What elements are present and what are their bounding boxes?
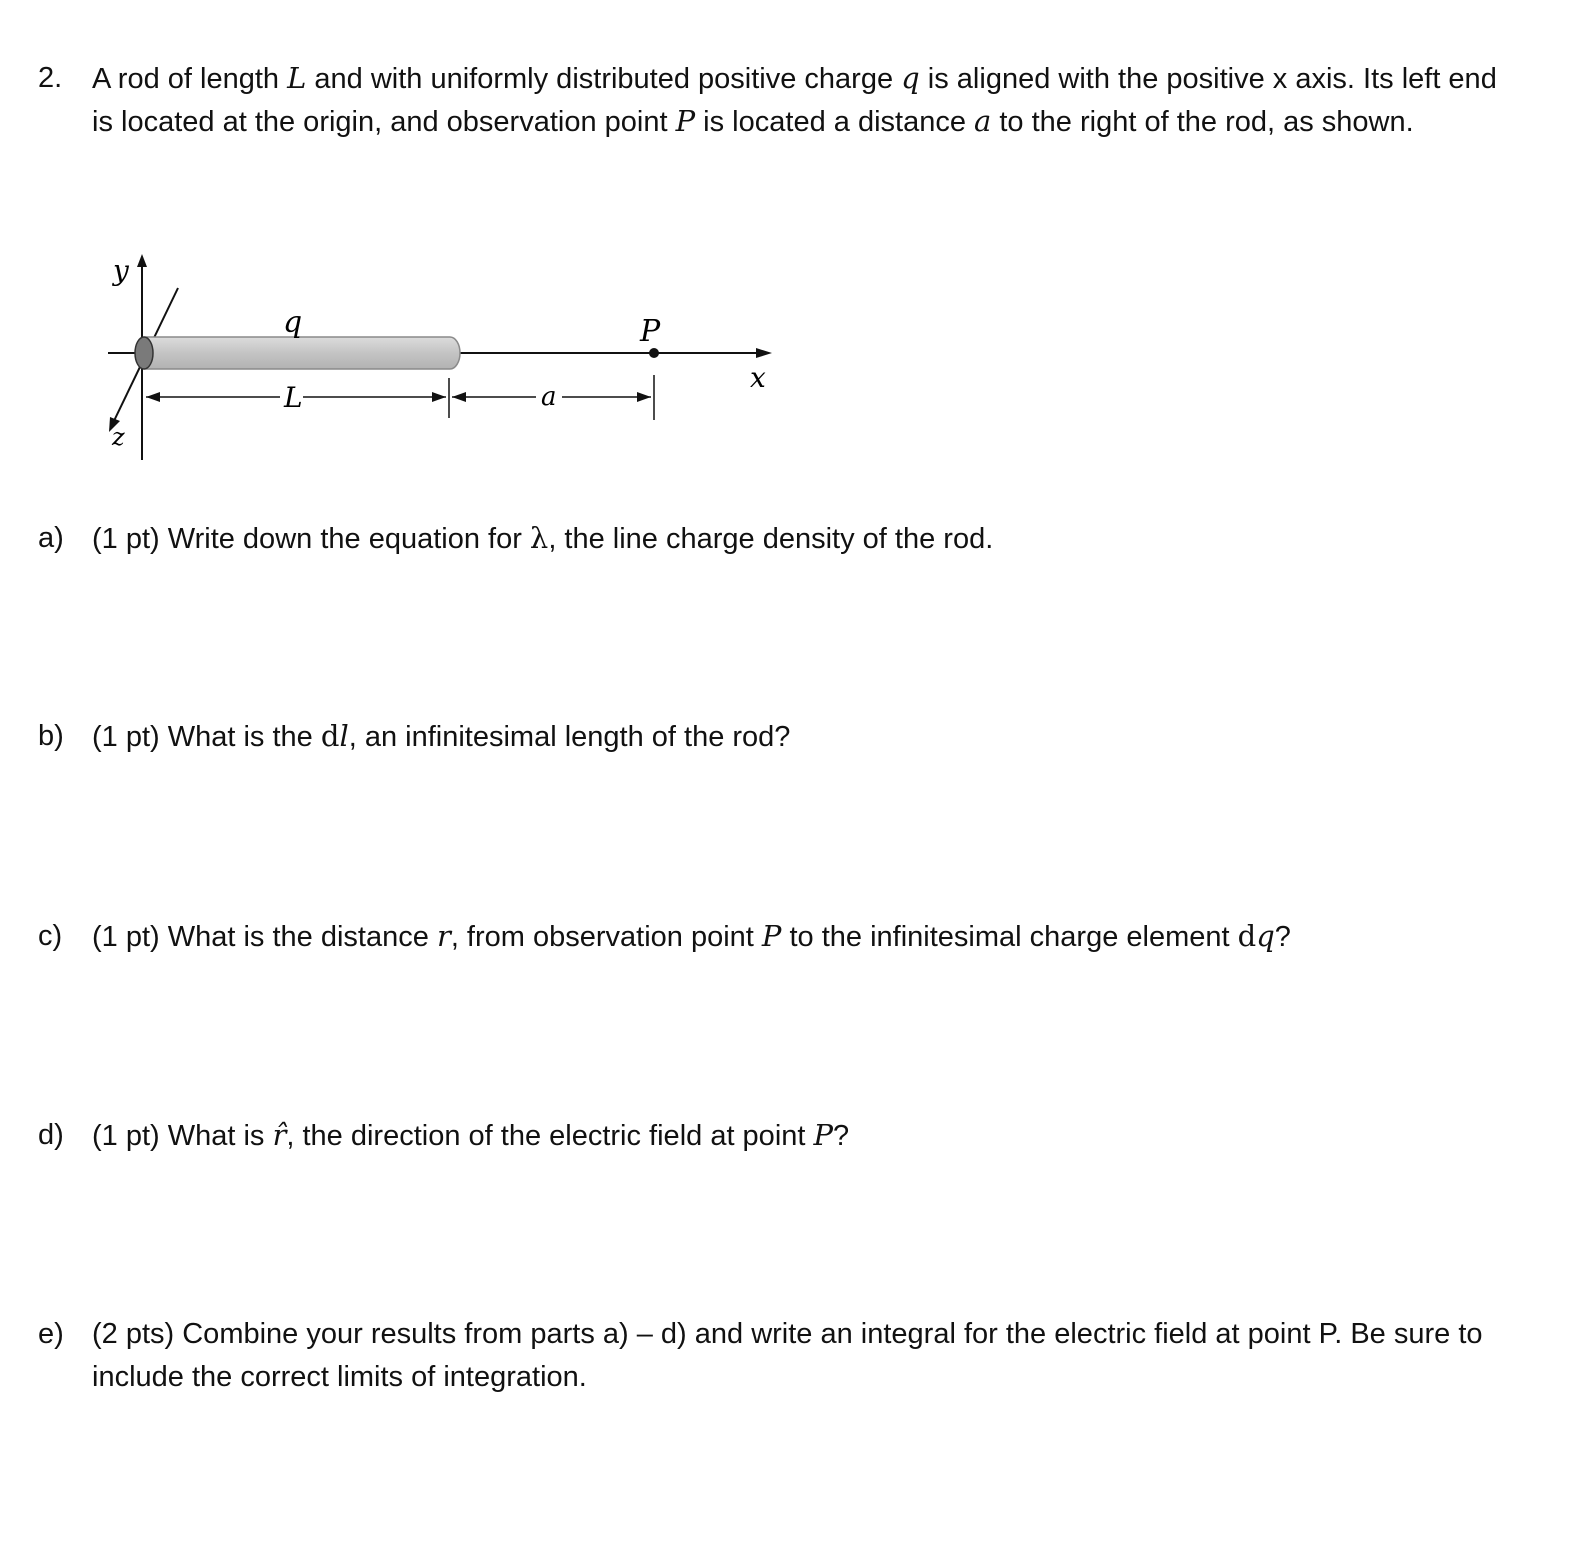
point-P bbox=[649, 348, 659, 358]
question-text: ? bbox=[1274, 921, 1291, 953]
intro-text: is located at the origin, and observation point bbox=[92, 106, 676, 138]
L-arrow-right bbox=[432, 392, 446, 402]
question-text: to the infinitesimal charge element bbox=[781, 921, 1238, 953]
math-P: P bbox=[761, 919, 782, 953]
math-P: P bbox=[675, 104, 696, 138]
question-text: (1 pt) Write down the equation for bbox=[92, 523, 530, 555]
part-a-label: a) bbox=[38, 522, 64, 554]
intro-text: is located a distance bbox=[695, 106, 975, 138]
intro-text: and with uniformly distributed positive charge bbox=[306, 63, 902, 95]
part-e-label: e) bbox=[38, 1318, 64, 1350]
charged-rod bbox=[144, 337, 460, 369]
part-d-question bbox=[92, 1113, 849, 1158]
y-axis-label: y bbox=[113, 254, 129, 287]
problem-number: 2. bbox=[38, 62, 63, 94]
math-q: q bbox=[901, 61, 920, 95]
y-axis-arrow bbox=[137, 254, 147, 267]
math-q: q bbox=[1256, 919, 1275, 953]
math-L: L bbox=[287, 61, 307, 95]
question-text: , the line charge density of the rod. bbox=[548, 523, 994, 555]
question-text: (1 pt) What is bbox=[92, 1120, 273, 1152]
x-axis-arrow bbox=[756, 348, 772, 358]
question-text: ? bbox=[833, 1120, 850, 1152]
question-text: , an infinitesimal length of the rod? bbox=[348, 721, 791, 753]
math-d: d bbox=[320, 719, 340, 753]
part-d-label: d) bbox=[38, 1119, 64, 1151]
math-l: l bbox=[339, 719, 349, 753]
math-P: P bbox=[813, 1118, 834, 1152]
rod-diagram bbox=[100, 240, 800, 470]
z-axis-label: z bbox=[112, 423, 125, 451]
intro-text: to the right of the rod, as shown. bbox=[991, 106, 1414, 138]
part-c-label: c) bbox=[38, 920, 63, 952]
math-r-hat: r̂ bbox=[272, 1118, 287, 1152]
rod-charge-label: q bbox=[283, 305, 303, 340]
part-b-label: b) bbox=[38, 720, 64, 752]
question-text: (1 pt) What is the bbox=[92, 721, 321, 753]
problem-intro-line1 bbox=[92, 56, 1497, 101]
math-d: d bbox=[1237, 919, 1257, 953]
point-P-label: P bbox=[640, 314, 661, 349]
math-lambda: λ bbox=[529, 521, 549, 555]
question-text: (1 pt) What is the distance bbox=[92, 921, 437, 953]
a-dimension-label: a bbox=[541, 382, 557, 412]
question-text: , from observation point bbox=[450, 921, 762, 953]
L-arrow-left bbox=[146, 392, 160, 402]
part-c-question bbox=[92, 914, 1291, 959]
math-a: a bbox=[974, 104, 992, 138]
L-dimension-label: L bbox=[284, 381, 303, 414]
intro-text: A rod of length bbox=[92, 63, 288, 95]
x-axis-label: x bbox=[750, 361, 766, 394]
question-text: , the direction of the electric field at point bbox=[286, 1120, 814, 1152]
part-b-question bbox=[92, 714, 790, 759]
part-e-question-line2: include the correct limits of integration. bbox=[92, 1361, 587, 1393]
a-arrow-left bbox=[452, 392, 466, 402]
intro-text: is aligned with the positive x axis. Its left end bbox=[919, 63, 1497, 95]
math-r: r bbox=[436, 919, 451, 953]
rod-end-cap bbox=[135, 337, 153, 369]
a-arrow-right bbox=[637, 392, 651, 402]
part-e-question-line1: (2 pts) Combine your results from parts a) – d) and write an integral for the electric field at point P. Be sure to bbox=[92, 1318, 1483, 1350]
part-a-question bbox=[92, 516, 993, 561]
problem-intro-line2 bbox=[92, 99, 1414, 144]
